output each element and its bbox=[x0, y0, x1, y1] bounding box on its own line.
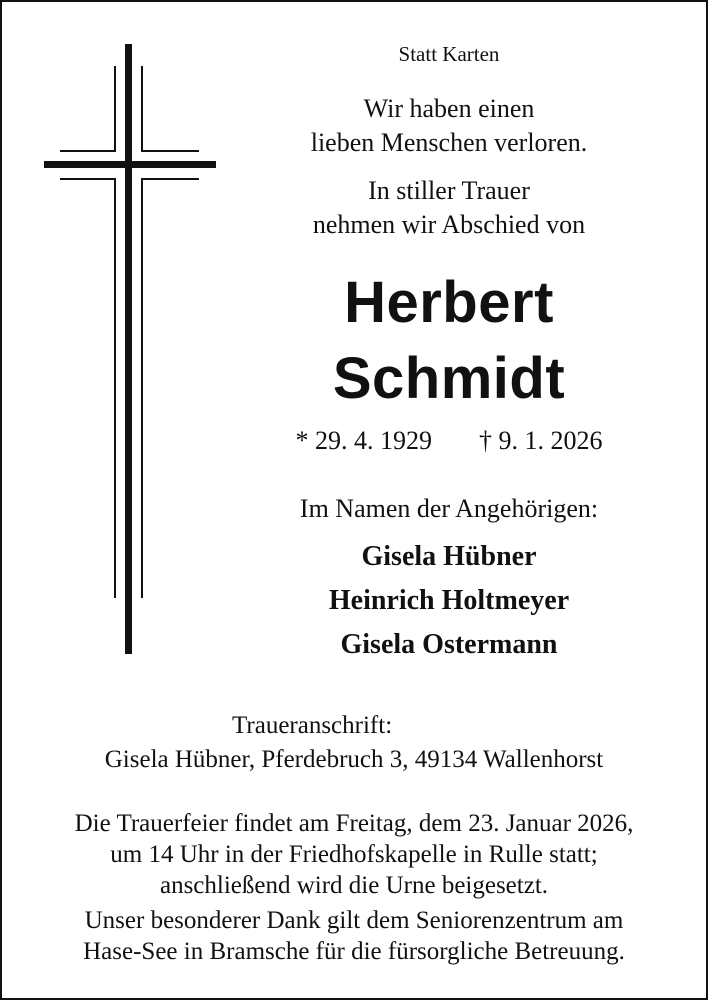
thanks-line-2: Hase-See in Bramsche für die fürsorgliche Betreuung. bbox=[83, 938, 625, 965]
on-behalf-text: Im Namen der Angehörigen: bbox=[299, 494, 599, 523]
birth-date: * 29. 4. 1929 bbox=[295, 426, 432, 455]
ceremony-line-3: anschließend wird die Urne beigesetzt. bbox=[159, 872, 549, 899]
intro-line-1: Wir haben einen bbox=[363, 94, 535, 123]
thanks-line-1: Unser besonderer Dank gilt dem Seniorenzentrum am bbox=[84, 907, 624, 934]
ceremony-line-1: Die Trauerfeier findet am Freitag, dem 23. Januar 2026, bbox=[74, 810, 634, 837]
address-label: Traueranschrift: bbox=[232, 712, 393, 739]
deceased-first-name: Herbert bbox=[344, 270, 554, 335]
address-text: Gisela Hübner, Pferdebruch 3, 49134 Wallenhorst bbox=[104, 746, 604, 773]
intro-line-2: lieben Menschen verloren. bbox=[310, 128, 588, 157]
header-text: Statt Karten bbox=[398, 42, 500, 66]
relative-name: Heinrich Holtmeyer bbox=[328, 585, 570, 616]
farewell-line-1: In stiller Trauer bbox=[368, 176, 530, 205]
relative-name: Gisela Ostermann bbox=[340, 629, 558, 660]
ceremony-line-2: um 14 Uhr in der Friedhofskapelle in Rulle statt; bbox=[110, 841, 598, 868]
deceased-last-name: Schmidt bbox=[332, 346, 566, 411]
relative-name: Gisela Hübner bbox=[361, 541, 537, 572]
life-dates bbox=[264, 426, 634, 456]
farewell-line-2: nehmen wir Abschied von bbox=[312, 210, 586, 239]
death-date: † 9. 1. 2026 bbox=[479, 426, 603, 455]
